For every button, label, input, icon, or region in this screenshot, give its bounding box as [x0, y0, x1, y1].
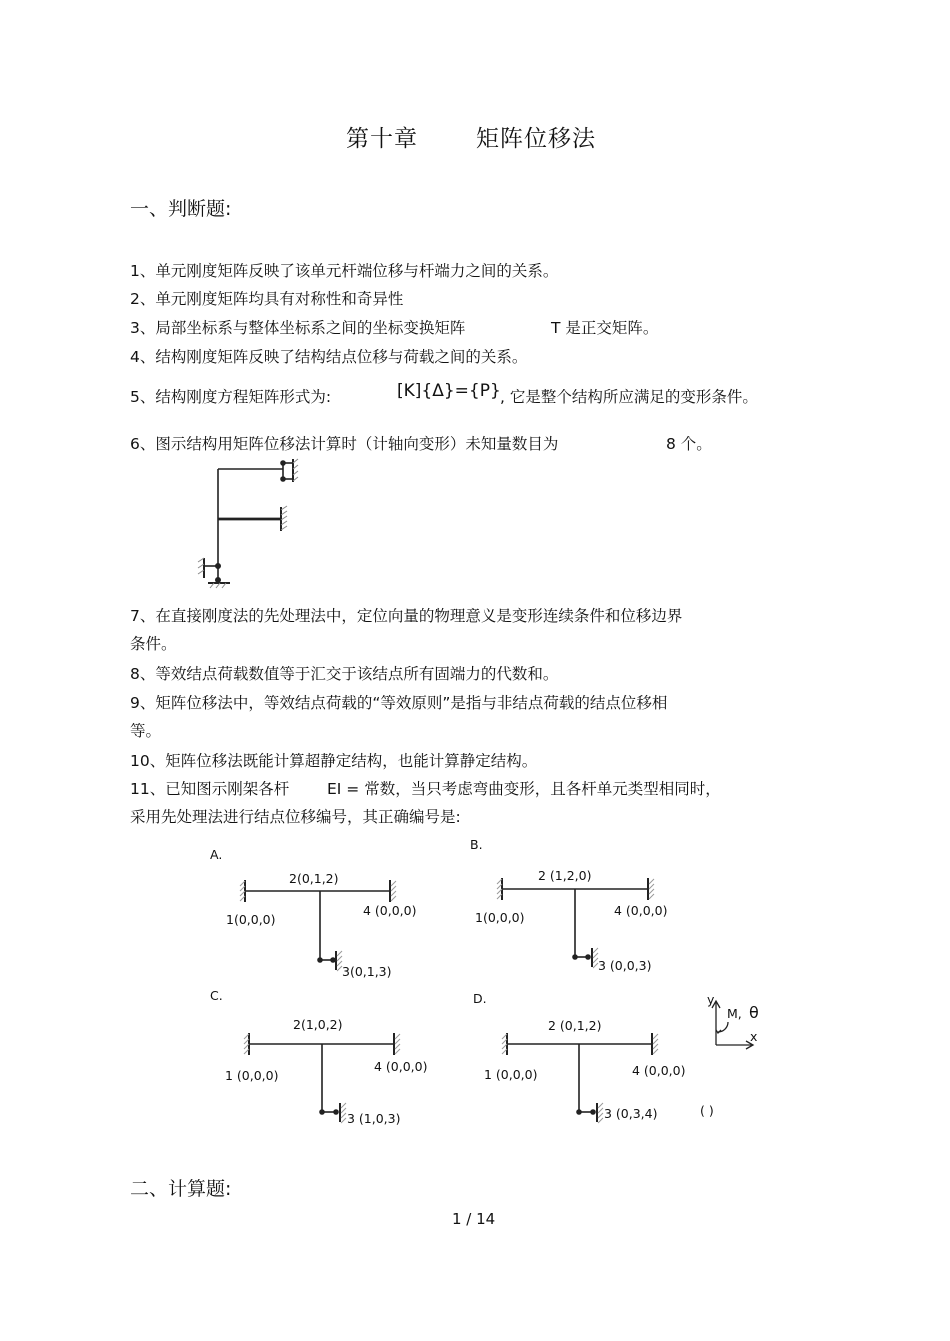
option-b-node-3: 3 (0,0,3) — [598, 958, 652, 973]
question-9: 9、矩阵位移法中，等效结点荷载的“等效原则”是指与非结点荷载的结点位移相 — [130, 694, 668, 712]
question-5-tail: , 它是整个结构所应满足的变形条件。 — [500, 388, 758, 406]
question-6-tail: 8 个。 — [666, 435, 712, 453]
chapter-number: 第十章 — [346, 126, 418, 152]
question-7-cont: 条件。 — [130, 635, 177, 653]
option-c-node-1: 1 (0,0,0) — [225, 1068, 279, 1083]
option-c-node-3: 3 (1,0,3) — [347, 1111, 401, 1126]
question-6: 6、图示结构用矩阵位移法计算时（计轴向变形）未知量数目为 — [130, 435, 559, 453]
option-a-node-1: 1(0,0,0) — [226, 912, 276, 927]
answer-blank: ( ) — [700, 1103, 714, 1118]
theta-label: θ — [749, 1003, 759, 1022]
section-heading-calculation: 二、计算题: — [130, 1178, 232, 1200]
option-a-node-4: 4 (0,0,0) — [363, 903, 417, 918]
question-4: 4、结构刚度矩阵反映了结构结点位移与荷载之间的关系。 — [130, 348, 528, 366]
option-d-label: D. — [473, 991, 487, 1006]
option-d-node-2: 2 (0,1,2) — [548, 1018, 602, 1033]
question-10: 10、矩阵位移法既能计算超静定结构，也能计算静定结构。 — [130, 752, 538, 770]
question-7: 7、在直接刚度法的先处理法中，定位向量的物理意义是变形连续条件和位移边界 — [130, 607, 683, 625]
question-11-cont-b: 采用先处理法进行结点位移编号，其正确编号是: — [130, 808, 461, 826]
stiffness-equation-formula: [K]{Δ}={P} — [397, 381, 501, 401]
question-5: 5、结构刚度方程矩阵形式为: — [130, 388, 332, 406]
chapter-title: 矩阵位移法 — [476, 126, 596, 152]
moment-label: M, — [727, 1006, 742, 1021]
option-d-node-3: 3 (0,3,4) — [604, 1106, 658, 1121]
option-b-node-4: 4 (0,0,0) — [614, 903, 668, 918]
option-b-node-1: 1(0,0,0) — [475, 910, 525, 925]
option-c-node-4: 4 (0,0,0) — [374, 1059, 428, 1074]
question-8: 8、等效结点荷载数值等于汇交于该结点所有固端力的代数和。 — [130, 665, 559, 683]
question-9-cont: 等。 — [130, 722, 162, 740]
option-d-node-1: 1 (0,0,0) — [484, 1067, 538, 1082]
page-number: 1 / 14 — [452, 1210, 496, 1228]
option-a-node-3: 3(0,1,3) — [342, 964, 392, 979]
question-11-cont-a: EI = 常数，当只考虑弯曲变形，且各杆单元类型相同时， — [327, 780, 721, 798]
question-3-tail: T 是正交矩阵。 — [551, 319, 659, 337]
option-a-label: A. — [210, 847, 223, 862]
question-1: 1、单元刚度矩阵反映了该单元杆端位移与杆端力之间的关系。 — [130, 262, 559, 280]
axis-y-label: y — [707, 992, 715, 1007]
option-d-node-4: 4 (0,0,0) — [632, 1063, 686, 1078]
section-heading-judgment: 一、判断题: — [130, 198, 232, 220]
option-c-node-2: 2(1,0,2) — [293, 1017, 343, 1032]
question-2: 2、单元刚度矩阵均具有对称性和奇异性 — [130, 290, 404, 308]
option-b-node-2: 2 (1,2,0) — [538, 868, 592, 883]
axis-x-label: x — [750, 1029, 758, 1044]
question-3: 3、局部坐标系与整体坐标系之间的坐标变换矩阵 — [130, 319, 466, 337]
option-b-label: B. — [470, 837, 483, 852]
question-11: 11、已知图示刚架各杆 — [130, 780, 290, 798]
option-c-label: C. — [210, 988, 223, 1003]
option-a-node-2: 2(0,1,2) — [289, 871, 339, 886]
